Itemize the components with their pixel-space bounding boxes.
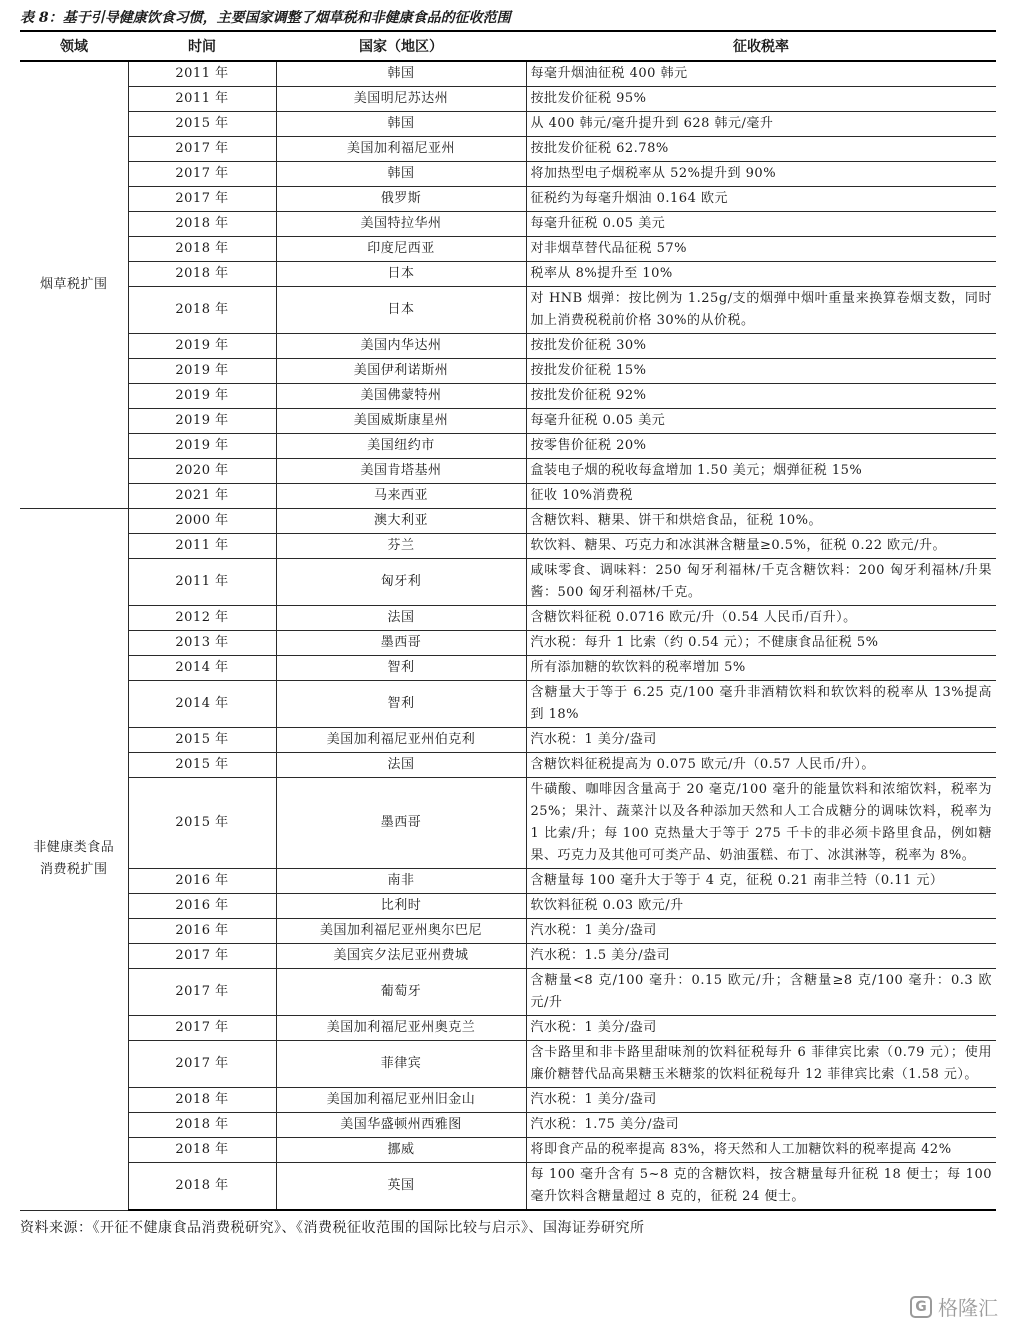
country-cell: 美国肯塔基州 — [276, 459, 526, 484]
rate-cell: 按批发价征税 62.78% — [526, 137, 996, 162]
year-cell: 2017 年 — [128, 1016, 276, 1041]
table-row — [20, 869, 996, 894]
country-cell: 日本 — [276, 262, 526, 287]
rate-cell: 每毫升征税 0.05 美元 — [526, 212, 996, 237]
country-cell: 美国宾夕法尼亚州费城 — [276, 944, 526, 969]
year-cell: 2018 年 — [128, 212, 276, 237]
rate-cell: 征收 10%消费税 — [526, 484, 996, 509]
country-cell: 美国加利福尼亚州奥克兰 — [276, 1016, 526, 1041]
country-cell: 智利 — [276, 681, 526, 728]
table-row — [20, 969, 996, 1016]
year-cell: 2017 年 — [128, 162, 276, 187]
country-cell: 韩国 — [276, 162, 526, 187]
year-cell: 2020 年 — [128, 459, 276, 484]
year-cell: 2017 年 — [128, 1041, 276, 1088]
country-cell: 印度尼西亚 — [276, 237, 526, 262]
table-title: 表 8：基于引导健康饮食习惯，主要国家调整了烟草税和非健康食品的征收范围 — [20, 10, 511, 26]
rate-cell: 汽水税：1 美分/盎司 — [526, 1088, 996, 1113]
rate-cell: 牛磺酸、咖啡因含量高于 20 毫克/100 毫升的能量饮料和浓缩饮料，税率为 25%；果汁、蔬菜汁以及各种添加天然和人工合成糖分的调味饮料，税率为 1 比索/升；每 100 克热量大于等于 275 千卡的非必须卡路里食品，例如糖果、巧克力及其他可可类产品、奶油蛋糕、布丁、冰淇淋等，税率为 8%。 — [526, 778, 996, 869]
table-row — [20, 681, 996, 728]
year-cell: 2014 年 — [128, 681, 276, 728]
country-cell: 匈牙利 — [276, 559, 526, 606]
table-row — [20, 944, 996, 969]
country-cell: 英国 — [276, 1163, 526, 1211]
tax-table — [20, 30, 996, 1211]
rate-cell: 按批发价征税 30% — [526, 334, 996, 359]
rate-cell: 含糖饮料、糖果、饼干和烘焙食品，征税 10%。 — [526, 509, 996, 534]
year-cell: 2000 年 — [128, 509, 276, 534]
table-row — [20, 1016, 996, 1041]
year-cell: 2014 年 — [128, 656, 276, 681]
country-cell: 墨西哥 — [276, 778, 526, 869]
rate-cell: 对 HNB 烟弹：按比例为 1.25g/支的烟弹中烟叶重量来换算卷烟支数，同时加上消费税税前价格 30%的从价税。 — [526, 287, 996, 334]
table-row — [20, 212, 996, 237]
table-row — [20, 606, 996, 631]
country-cell: 澳大利亚 — [276, 509, 526, 534]
year-cell: 2015 年 — [128, 778, 276, 869]
country-cell: 菲律宾 — [276, 1041, 526, 1088]
year-cell: 2021 年 — [128, 484, 276, 509]
year-cell: 2011 年 — [128, 87, 276, 112]
table-row — [20, 656, 996, 681]
country-cell: 俄罗斯 — [276, 187, 526, 212]
rate-cell: 汽水税：1 美分/盎司 — [526, 1016, 996, 1041]
rate-cell: 含糖饮料征税提高为 0.075 欧元/升（0.57 人民币/升）。 — [526, 753, 996, 778]
table-row — [20, 1138, 996, 1163]
country-cell: 韩国 — [276, 61, 526, 87]
country-cell: 比利时 — [276, 894, 526, 919]
country-cell: 葡萄牙 — [276, 969, 526, 1016]
country-cell: 美国华盛顿州西雅图 — [276, 1113, 526, 1138]
country-cell: 智利 — [276, 656, 526, 681]
watermark-text: 格隆汇 — [938, 1296, 998, 1320]
country-cell: 美国伊利诺斯州 — [276, 359, 526, 384]
year-cell: 2011 年 — [128, 61, 276, 87]
rate-cell: 含卡路里和非卡路里甜味剂的饮料征税每升 6 菲律宾比索（0.79 元）；使用廉价糖替代品高果糖玉米糖浆的饮料征税每升 12 菲律宾比索（1.58 元）。 — [526, 1041, 996, 1088]
year-cell: 2011 年 — [128, 534, 276, 559]
rate-cell: 将加热型电子烟税率从 52%提升到 90% — [526, 162, 996, 187]
country-cell: 美国内华达州 — [276, 334, 526, 359]
year-cell: 2019 年 — [128, 359, 276, 384]
country-cell: 美国特拉华州 — [276, 212, 526, 237]
rate-cell: 含糖量<8 克/100 毫升：0.15 欧元/升；含糖量≥8 克/100 毫升：0.3 欧元/升 — [526, 969, 996, 1016]
table-row — [20, 459, 996, 484]
year-cell: 2018 年 — [128, 237, 276, 262]
rate-cell: 含糖量每 100 毫升大于等于 4 克，征税 0.21 南非兰特（0.11 元） — [526, 869, 996, 894]
table-row — [20, 919, 996, 944]
source-note: 资料来源：《开征不健康食品消费税研究》、《消费税征收范围的国际比较与启示》、国海证券研究所 — [20, 1220, 645, 1236]
table-row — [20, 61, 996, 87]
rate-cell: 汽水税：1 美分/盎司 — [526, 728, 996, 753]
rate-cell: 征税约为每毫升烟油 0.164 欧元 — [526, 187, 996, 212]
rate-cell: 咸味零食、调味料：250 匈牙利福林/千克含糖饮料：200 匈牙利福林/升果酱：500 匈牙利福林/千克。 — [526, 559, 996, 606]
year-cell: 2019 年 — [128, 434, 276, 459]
header-year: 时间 — [128, 31, 276, 61]
rate-cell: 盒装电子烟的税收每盒增加 1.50 美元；烟弹征税 15% — [526, 459, 996, 484]
table-row — [20, 1163, 996, 1211]
table-row — [20, 287, 996, 334]
rate-cell: 按批发价征税 95% — [526, 87, 996, 112]
table-row — [20, 137, 996, 162]
rate-cell: 所有添加糖的软饮料的税率增加 5% — [526, 656, 996, 681]
year-cell: 2015 年 — [128, 728, 276, 753]
table-row — [20, 484, 996, 509]
country-cell: 法国 — [276, 753, 526, 778]
table-row — [20, 894, 996, 919]
rate-cell: 汽水税：1.5 美分/盎司 — [526, 944, 996, 969]
table-row — [20, 187, 996, 212]
table-container — [20, 8, 996, 1237]
header-country: 国家（地区） — [276, 31, 526, 61]
country-cell: 芬兰 — [276, 534, 526, 559]
year-cell: 2018 年 — [128, 262, 276, 287]
country-cell: 美国明尼苏达州 — [276, 87, 526, 112]
table-row — [20, 87, 996, 112]
rate-cell: 软饮料、糖果、巧克力和冰淇淋含糖量≥0.5%，征税 0.22 欧元/升。 — [526, 534, 996, 559]
table-row — [20, 631, 996, 656]
rate-cell: 每毫升烟油征税 400 韩元 — [526, 61, 996, 87]
year-cell: 2011 年 — [128, 559, 276, 606]
country-cell: 美国佛蒙特州 — [276, 384, 526, 409]
rate-cell: 汽水税：每升 1 比索（约 0.54 元）；不健康食品征税 5% — [526, 631, 996, 656]
watermark — [910, 1292, 998, 1321]
year-cell: 2017 年 — [128, 969, 276, 1016]
country-cell: 美国威斯康星州 — [276, 409, 526, 434]
year-cell: 2016 年 — [128, 869, 276, 894]
year-cell: 2018 年 — [128, 287, 276, 334]
country-cell: 美国加利福尼亚州奥尔巴尼 — [276, 919, 526, 944]
country-cell: 美国纽约市 — [276, 434, 526, 459]
header-row — [20, 31, 996, 61]
rate-cell: 软饮料征税 0.03 欧元/升 — [526, 894, 996, 919]
year-cell: 2018 年 — [128, 1163, 276, 1211]
country-cell: 韩国 — [276, 112, 526, 137]
header-rate: 征收税率 — [526, 31, 996, 61]
country-cell: 南非 — [276, 869, 526, 894]
domain-cell: 烟草税扩围 — [20, 61, 128, 509]
year-cell: 2012 年 — [128, 606, 276, 631]
table-row — [20, 728, 996, 753]
country-cell: 马来西亚 — [276, 484, 526, 509]
year-cell: 2018 年 — [128, 1113, 276, 1138]
rate-cell: 按零售价征税 20% — [526, 434, 996, 459]
table-row — [20, 162, 996, 187]
country-cell: 美国加利福尼亚州 — [276, 137, 526, 162]
table-row — [20, 509, 996, 534]
year-cell: 2016 年 — [128, 894, 276, 919]
year-cell: 2019 年 — [128, 334, 276, 359]
country-cell: 日本 — [276, 287, 526, 334]
table-row — [20, 534, 996, 559]
table-row — [20, 334, 996, 359]
rate-cell: 将即食产品的税率提高 83%，将天然和人工加糖饮料的税率提高 42% — [526, 1138, 996, 1163]
country-cell: 挪威 — [276, 1138, 526, 1163]
table-row — [20, 409, 996, 434]
year-cell: 2017 年 — [128, 187, 276, 212]
rate-cell: 对非烟草替代品征税 57% — [526, 237, 996, 262]
watermark-logo-icon: G — [910, 1296, 932, 1318]
table-row — [20, 359, 996, 384]
rate-cell: 汽水税：1.75 美分/盎司 — [526, 1113, 996, 1138]
year-cell: 2013 年 — [128, 631, 276, 656]
table-row — [20, 237, 996, 262]
country-cell: 墨西哥 — [276, 631, 526, 656]
rate-cell: 每毫升征税 0.05 美元 — [526, 409, 996, 434]
header-domain: 领域 — [20, 31, 128, 61]
rate-cell: 含糖量大于等于 6.25 克/100 毫升非酒精饮料和软饮料的税率从 13%提高到 18% — [526, 681, 996, 728]
table-row — [20, 559, 996, 606]
country-cell: 法国 — [276, 606, 526, 631]
year-cell: 2017 年 — [128, 137, 276, 162]
year-cell: 2018 年 — [128, 1138, 276, 1163]
year-cell: 2017 年 — [128, 944, 276, 969]
year-cell: 2015 年 — [128, 753, 276, 778]
table-row — [20, 112, 996, 137]
year-cell: 2019 年 — [128, 384, 276, 409]
rate-cell: 每 100 毫升含有 5~8 克的含糖饮料，按含糖量每升征税 18 便士；每 100 毫升饮料含糖量超过 8 克的，征税 24 便士。 — [526, 1163, 996, 1211]
year-cell: 2018 年 — [128, 1088, 276, 1113]
year-cell: 2016 年 — [128, 919, 276, 944]
rate-cell: 按批发价征税 92% — [526, 384, 996, 409]
table-body — [20, 61, 996, 1210]
country-cell: 美国加利福尼亚州旧金山 — [276, 1088, 526, 1113]
rate-cell: 税率从 8%提升至 10% — [526, 262, 996, 287]
table-row — [20, 1088, 996, 1113]
rate-cell: 从 400 韩元/毫升提升到 628 韩元/毫升 — [526, 112, 996, 137]
rate-cell: 按批发价征税 15% — [526, 359, 996, 384]
year-cell: 2015 年 — [128, 112, 276, 137]
rate-cell: 含糖饮料征税 0.0716 欧元/升（0.54 人民币/百升）。 — [526, 606, 996, 631]
table-row — [20, 1041, 996, 1088]
table-row — [20, 1113, 996, 1138]
table-row — [20, 434, 996, 459]
table-row — [20, 753, 996, 778]
table-row — [20, 262, 996, 287]
domain-cell: 非健康类食品消费税扩围 — [20, 509, 128, 1211]
table-row — [20, 384, 996, 409]
table-row — [20, 778, 996, 869]
country-cell: 美国加利福尼亚州伯克利 — [276, 728, 526, 753]
rate-cell: 汽水税：1 美分/盎司 — [526, 919, 996, 944]
year-cell: 2019 年 — [128, 409, 276, 434]
